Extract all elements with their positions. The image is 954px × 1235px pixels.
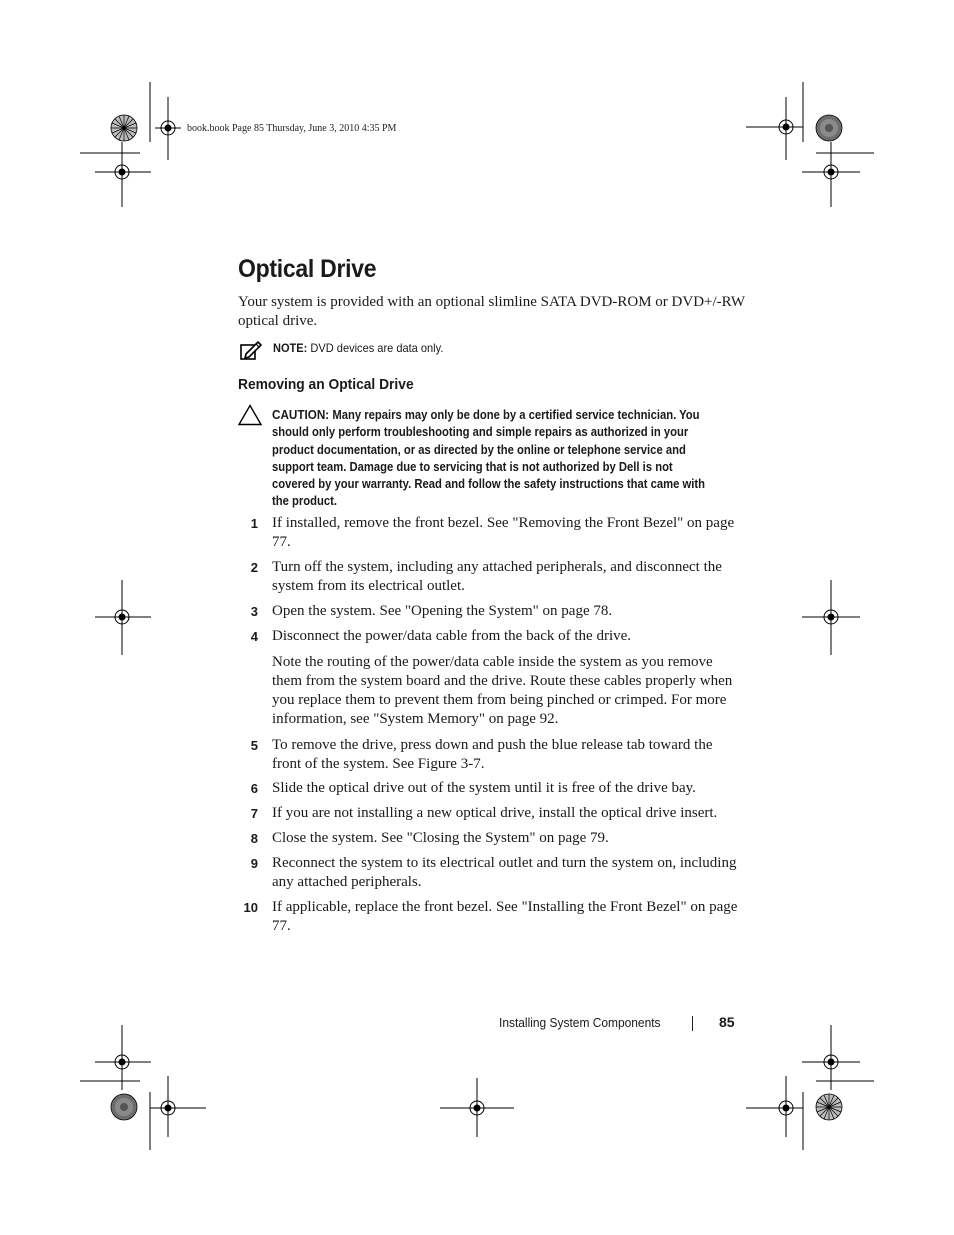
- footer-section-title: Installing System Components: [499, 1015, 661, 1030]
- step-text: If installed, remove the front bezel. See "Removing the Front Bezel" on page 77.: [272, 515, 735, 550]
- footer-divider: [692, 1016, 693, 1031]
- step-text: If you are not installing a new optical drive, install the optical drive insert.: [272, 805, 718, 821]
- step-number: 2: [250, 560, 258, 575]
- caution-text: Many repairs may only be done by a certified service technician. You should only perform troubleshooting and simple repairs as authorized in your product documentation, or as directed by the online or telephone service and support team. Damage due to servicing that is not authorized by Dell is not covered by your warranty. Read and follow the safety instructions that came with the product.: [272, 408, 706, 509]
- page-number: 85: [719, 1014, 735, 1030]
- step-number: 9: [250, 856, 258, 871]
- step-number: 3: [250, 604, 258, 619]
- step-text: Disconnect the power/data cable from the back of the drive.: [272, 628, 632, 644]
- step-number: 7: [250, 806, 258, 821]
- step-number: 1: [250, 516, 258, 531]
- step-text: Turn off the system, including any attached peripherals, and disconnect the system from its electrical outlet.: [272, 559, 722, 594]
- step-number: 5: [250, 738, 258, 753]
- registration-starburst-icon: [111, 115, 137, 141]
- step-text: Note the routing of the power/data cable inside the system as you remove them from the system board and the drive. Route these cables properly when you replace them to prevent them from being pinched or crimped. For more information, see "System Memory" on page 92.: [272, 654, 733, 727]
- step-text: Slide the optical drive out of the system until it is free of the drive bay.: [272, 780, 696, 796]
- step-text: Reconnect the system to its electrical outlet and turn the system on, including any attached peripherals.: [272, 855, 737, 890]
- step-text: Close the system. See "Closing the System" on page 79.: [272, 830, 609, 846]
- page-title: Optical Drive: [238, 255, 377, 283]
- caution-label: CAUTION:: [272, 407, 330, 422]
- step-number: 4: [250, 629, 258, 644]
- step-number: 10: [243, 900, 258, 915]
- step-number: 8: [250, 831, 258, 846]
- step-text: Open the system. See "Opening the System" on page 78.: [272, 603, 613, 619]
- caution-triangle-icon: [238, 404, 262, 426]
- note-text: DVD devices are data only.: [310, 341, 444, 355]
- step-text: If applicable, replace the front bezel. See "Installing the Front Bezel" on page 77.: [272, 899, 738, 934]
- note-label: NOTE:: [273, 341, 308, 355]
- print-header: book.book Page 85 Thursday, June 3, 2010 4:35 PM: [187, 123, 397, 134]
- note-pencil-icon: [240, 340, 262, 360]
- intro-paragraph: Your system is provided with an optional slimline SATA DVD-ROM or DVD+/-RW optical drive.: [238, 294, 745, 329]
- registration-dark-circle-icon: [816, 115, 842, 141]
- step-text: To remove the drive, press down and push the blue release tab toward the front of the system. See Figure 3-7.: [272, 737, 713, 772]
- section-title: Removing an Optical Drive: [238, 376, 414, 393]
- step-number: 6: [250, 781, 258, 796]
